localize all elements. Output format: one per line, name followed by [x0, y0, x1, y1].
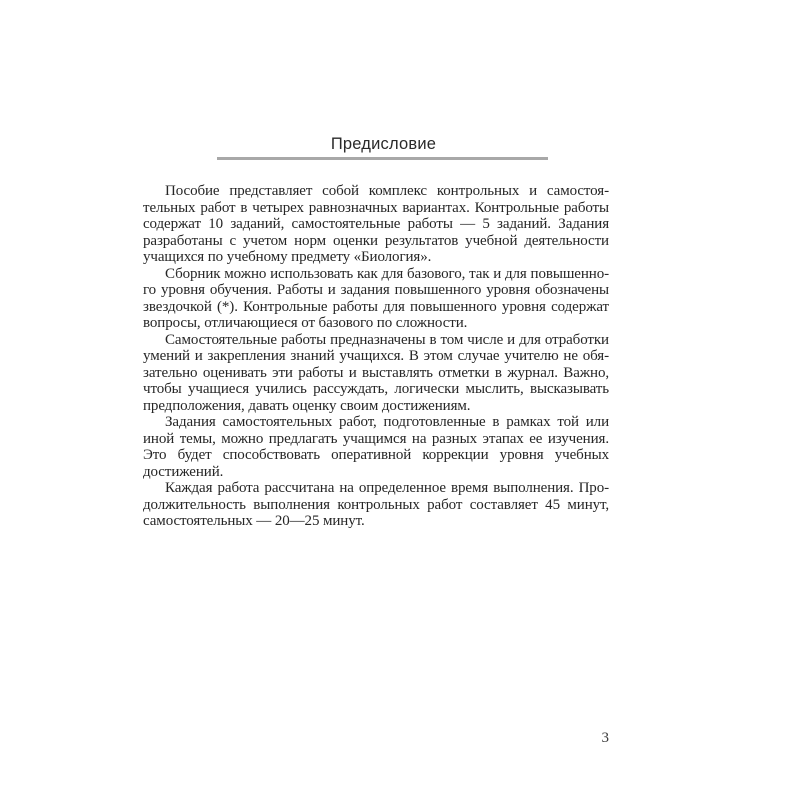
text-line: зательно оценивать эти работы и выставлять отметки в журнал. Важно,	[143, 364, 609, 381]
paragraph	[143, 266, 609, 332]
heading-rule	[217, 157, 548, 160]
text-line: Сборник можно использовать как для базового, так и для повышенно-	[165, 265, 609, 282]
text-line: Каждая работа рассчитана на определенное время выполнения. Про-	[165, 480, 609, 496]
text-line: вопросы, отличающиеся от базового по сложности.	[143, 315, 468, 331]
paragraphs	[143, 183, 609, 530]
text-line: чтобы учащиеся учились рассуждать, логически мыслить, высказывать	[143, 381, 609, 397]
text-line: учащихся по учебному предмету «Биология».	[143, 249, 432, 265]
page-number: 3	[601, 730, 609, 746]
text-line: Задания самостоятельных работ, подготовленные в рамках той или	[165, 414, 609, 430]
page-heading: Предисловие	[330, 135, 437, 153]
text-line: предположения, давать оценку своим достижениям.	[143, 397, 471, 414]
paragraph	[143, 183, 609, 266]
text-line: Самостоятельные работы предназначены в том числе и для отработки	[165, 331, 609, 348]
paragraph	[143, 332, 609, 415]
text-line: Это будет способствовать оперативной коррекции уровня учебных	[143, 447, 609, 463]
text-line: звездочкой (*). Контрольные работы для повышенного уровня содержат	[143, 298, 609, 315]
text-line: умений и закрепления знаний учащихся. В этом случае учителю не обя-	[143, 348, 609, 364]
text-line: го уровня обучения. Работы и задания повышенного уровня обозначены	[143, 282, 609, 298]
text-line: разработаны с учетом норм оценки результатов учебной деятельности	[143, 232, 609, 249]
text-line: тельных работ в четырех равнозначных вариантах. Контрольные работы	[143, 199, 609, 216]
text-line: Пособие представляет собой комплекс контрольных и самостоя-	[165, 183, 609, 199]
text-line: достижений.	[143, 463, 224, 480]
paragraph	[143, 480, 609, 530]
text-line: иной темы, можно предлагать учащимся на разных этапах ее изучения.	[143, 430, 609, 447]
text-line: должительность выполнения контрольных работ составляет 45 минут,	[143, 496, 609, 513]
paragraph	[143, 414, 609, 480]
text-line: содержат 10 заданий, самостоятельные работы — 5 заданий. Задания	[143, 216, 609, 232]
text-line: самостоятельных — 20—25 минут.	[143, 513, 365, 529]
